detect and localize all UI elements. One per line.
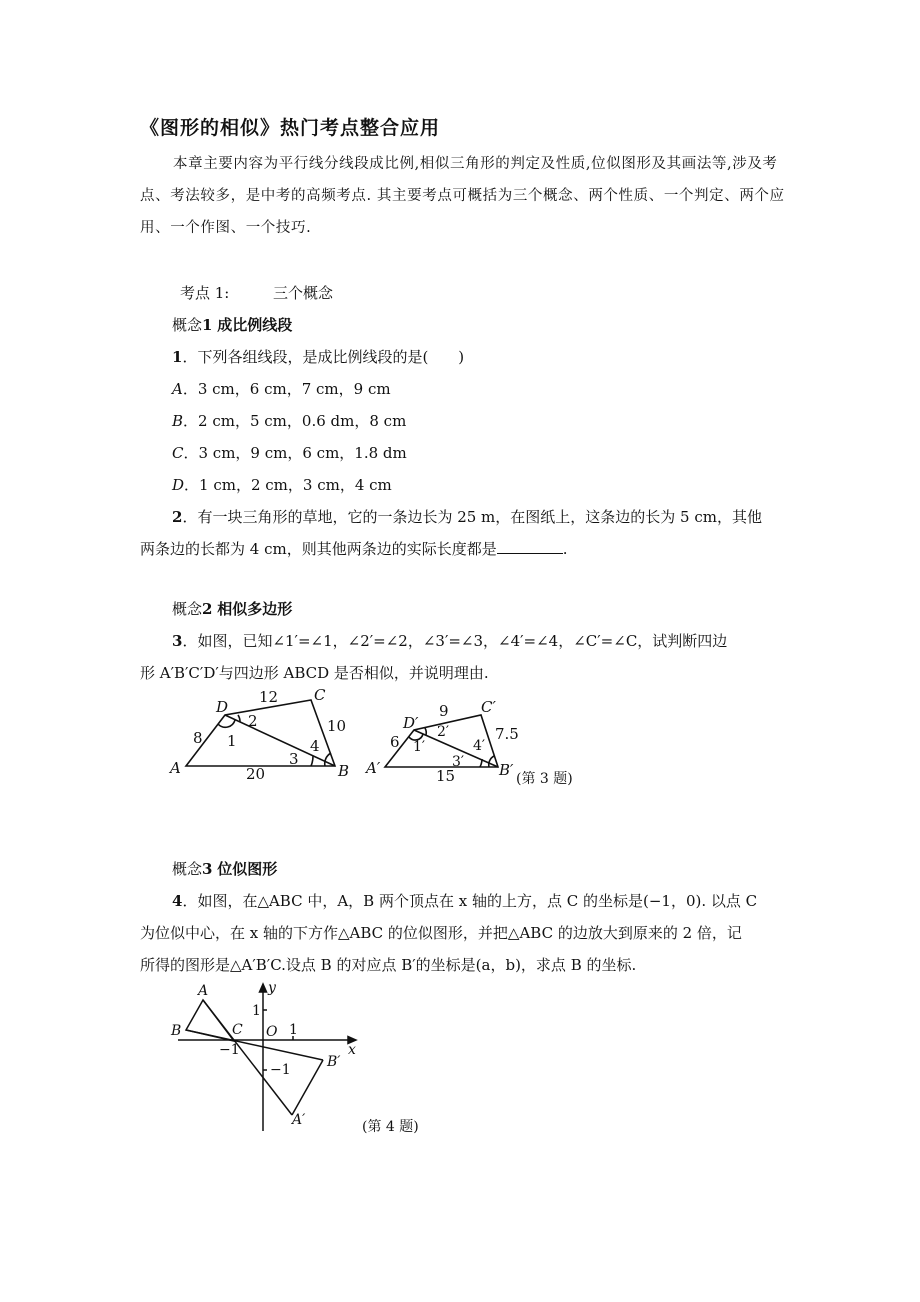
svg-text:1: 1 (227, 732, 237, 750)
svg-text:12: 12 (259, 688, 279, 706)
svg-text:4′: 4′ (473, 738, 486, 754)
section-label: 考点 1: (180, 284, 230, 302)
concept-3-heading (172, 858, 277, 879)
page-title: 《图形的相似》热门考点整合应用 (140, 117, 441, 139)
question-text: 为位似中心，在 x 轴的下方作△ABC 的位似图形，并把△ABC 的边放大到原来的 2 倍，记 (140, 924, 742, 942)
svg-text:1: 1 (289, 1022, 298, 1038)
question-text: 形 A′B′C′D′与四边形 ABCD 是否相似，并说明理由. (140, 664, 489, 682)
label-C: C (232, 1022, 243, 1038)
svg-text:15: 15 (436, 767, 456, 785)
question-text: ．如图，在△ABC 中，A，B 两个顶点在 x 轴的上方，点 C 的坐标是(−1，0). 以点 C (182, 892, 758, 910)
concept-prefix: 概念 (172, 860, 203, 878)
option-text: ．2 cm，5 cm，0.6 dm，8 cm (183, 412, 407, 430)
section-title: 三个概念 (272, 284, 333, 302)
option-text: ．3 cm，6 cm，7 cm，9 cm (182, 380, 391, 398)
label-B: B (338, 762, 350, 780)
svg-text:7.5: 7.5 (495, 725, 519, 743)
x-axis-label: x (348, 1042, 356, 1058)
label-C-prime: C′ (481, 698, 496, 716)
question-text: 所得的图形是△A′B′C.设点 B 的对应点 B′的坐标是(a，b)，求点 B 的坐标. (140, 956, 637, 974)
question-text: 两条边的长都为 4 cm，则其他两条边的实际长度都是 (140, 540, 497, 558)
label-B-prime: B′ (327, 1054, 341, 1070)
svg-text:2′: 2′ (437, 724, 450, 740)
question-4-line-1 (172, 890, 757, 911)
svg-text:20: 20 (246, 765, 266, 783)
option-letter: D (172, 476, 185, 494)
question-text: ．下列各组线段，是成比例线段的是( ) (182, 348, 465, 366)
concept-title: 成比例线段 (217, 316, 293, 334)
option-letter: C (172, 444, 184, 462)
label-A: A (198, 983, 209, 999)
question-text: ．有一块三角形的草地，它的一条边长为 25 m，在图纸上，这条边的长为 5 cm，其他 (182, 508, 762, 526)
concept-prefix: 概念 (172, 600, 203, 618)
svg-text:10: 10 (327, 717, 347, 735)
concept-number: 2 (202, 600, 213, 618)
label-D: D (216, 698, 229, 716)
label-A-prime: A′ (292, 1112, 306, 1128)
concept-prefix: 概念 (172, 316, 203, 334)
label-C: C (314, 686, 326, 704)
svg-text:−1: −1 (270, 1062, 291, 1078)
svg-text:9: 9 (439, 702, 449, 720)
svg-text:8: 8 (193, 729, 203, 747)
figure-4-caption: (第 4 题) (362, 1119, 419, 1135)
period: . (562, 540, 568, 558)
svg-text:6: 6 (390, 733, 400, 751)
question-4-line-2 (140, 922, 742, 943)
option-text: ．1 cm，2 cm，3 cm，4 cm (184, 476, 392, 494)
label-B: B (171, 1023, 182, 1039)
label-origin: O (266, 1024, 278, 1040)
y-axis-label: y (268, 980, 276, 996)
svg-text:−1: −1 (219, 1042, 240, 1058)
question-number: 2 (172, 508, 183, 526)
concept-number: 3 (202, 860, 213, 878)
svg-text:2: 2 (248, 712, 258, 730)
question-text: ．如图，已知∠1′=∠1，∠2′=∠2，∠3′=∠3，∠4′=∠4，∠C′=∠C，试判断四边 (182, 632, 728, 650)
svg-text:3′: 3′ (452, 754, 465, 770)
label-A: A (170, 759, 181, 777)
question-number: 1 (172, 348, 183, 366)
svg-text:3: 3 (289, 750, 299, 768)
label-A-prime: A′ (366, 759, 381, 777)
question-4-line-3 (140, 954, 636, 975)
svg-text:1: 1 (252, 1003, 261, 1019)
option-letter: B (172, 412, 184, 430)
intro-paragraph: 本章主要内容为平行线分线段成比例,相似三角形的判定及性质,位似图形及其画法等,涉及考点、考法较多，是中考的高频考点. 其主要考点可概括为三个概念、两个性质、一个判定、两个应用、一个作图、一个技巧. (140, 156, 785, 236)
question-number: 3 (172, 632, 183, 650)
figure-3-caption: (第 3 题) (516, 771, 573, 787)
option-letter: A (172, 380, 183, 398)
label-B-prime: B′ (499, 761, 514, 779)
option-text: ．3 cm，9 cm，6 cm，1.8 dm (183, 444, 407, 462)
concept-title: 位似图形 (217, 860, 278, 878)
svg-text:4: 4 (310, 737, 320, 755)
concept-number: 1 (202, 316, 213, 334)
svg-text:1′: 1′ (413, 739, 426, 755)
label-D-prime: D′ (403, 714, 419, 732)
question-number: 4 (172, 892, 183, 910)
concept-title: 相似多边形 (217, 600, 293, 618)
